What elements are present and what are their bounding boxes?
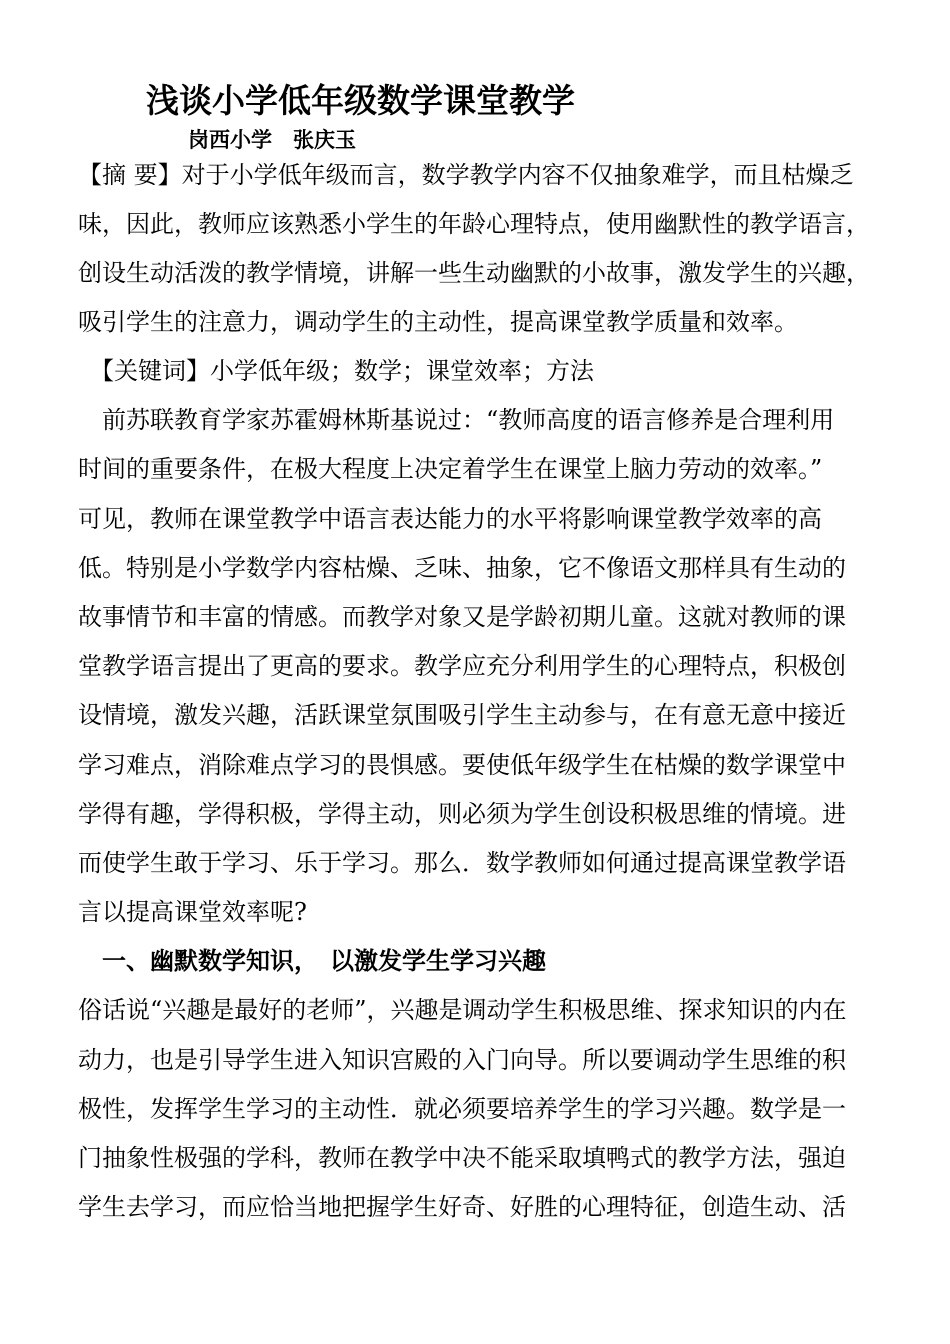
paragraph-line: 学得有趣，学得积极，学得主动，则必须为学生创设积极思维的情境。进 <box>78 800 846 828</box>
paragraph-line: 前苏联教育学家苏霍姆林斯基说过：“教师高度的语言修养是合理利用 <box>78 406 835 434</box>
paragraph-line: 设情境，激发兴趣，活跃课堂氛围吸引学生主动参与，在有意无意中接近 <box>78 701 846 729</box>
paragraph-line: 动力，也是引导学生进入知识宫殿的入门向导。所以要调动学生思维的积 <box>78 1046 846 1074</box>
paragraph-line: 低。特别是小学数学内容枯燥、乏味、抽象，它不像语文那样具有生动的 <box>78 554 846 582</box>
document-title: 浅谈小学低年级数学课堂教学 <box>146 81 575 120</box>
paragraph-line: 学习难点，消除难点学习的畏惧感。要使低年级学生在枯燥的数学课堂中 <box>78 751 846 779</box>
paragraph-line: 言以提高课堂效率呢? <box>78 898 307 926</box>
abstract-line: 【摘 要】对于小学低年级而言，数学教学内容不仅抽象难学，而且枯燥乏 <box>78 161 854 189</box>
abstract-line: 创设生动活泼的教学情境，讲解一些生动幽默的小故事，激发学生的兴趣， <box>78 259 870 287</box>
abstract-line: 吸引学生的注意力，调动学生的主动性，提高课堂教学质量和效率。 <box>78 308 798 336</box>
section-heading: 一、幽默数学知识， 以激发学生学习兴趣 <box>78 946 546 975</box>
paragraph-line: 时间的重要条件，在极大程度上决定着学生在课堂上脑力劳动的效率。” <box>78 455 823 483</box>
paragraph-line: 可见，教师在课堂教学中语言表达能力的水平将影响课堂教学效率的高 <box>78 505 822 533</box>
paragraph-line: 学生去学习，而应恰当地把握学生好奇、好胜的心理特征，创造生动、活 <box>78 1193 846 1221</box>
paragraph-line: 俗话说“兴趣是最好的老师”，兴趣是调动学生积极思维、探求知识的内在 <box>78 996 847 1024</box>
abstract-line: 味，因此，教师应该熟悉小学生的年龄心理特点，使用幽默性的教学语言， <box>78 210 870 238</box>
author-line: 岗西小学 张庆玉 <box>188 127 356 152</box>
paragraph-line: 故事情节和丰富的情感。而教学对象又是学龄初期儿童。这就对教师的课 <box>78 603 846 631</box>
paragraph-line: 而使学生敢于学习、乐于学习。那么．数学教师如何通过提高课堂教学语 <box>78 849 846 877</box>
paragraph-line: 堂教学语言提出了更高的要求。教学应充分利用学生的心理特点，积极创 <box>78 652 846 680</box>
paragraph-line: 极性，发挥学生学习的主动性．就必须要培养学生的学习兴趣。数学是一 <box>78 1095 846 1123</box>
keywords-line: 【关键词】小学低年级；数学；课堂效率；方法 <box>78 357 594 385</box>
paragraph-line: 门抽象性极强的学科，教师在教学中决不能采取填鸭式的教学方法，强迫 <box>78 1144 846 1172</box>
